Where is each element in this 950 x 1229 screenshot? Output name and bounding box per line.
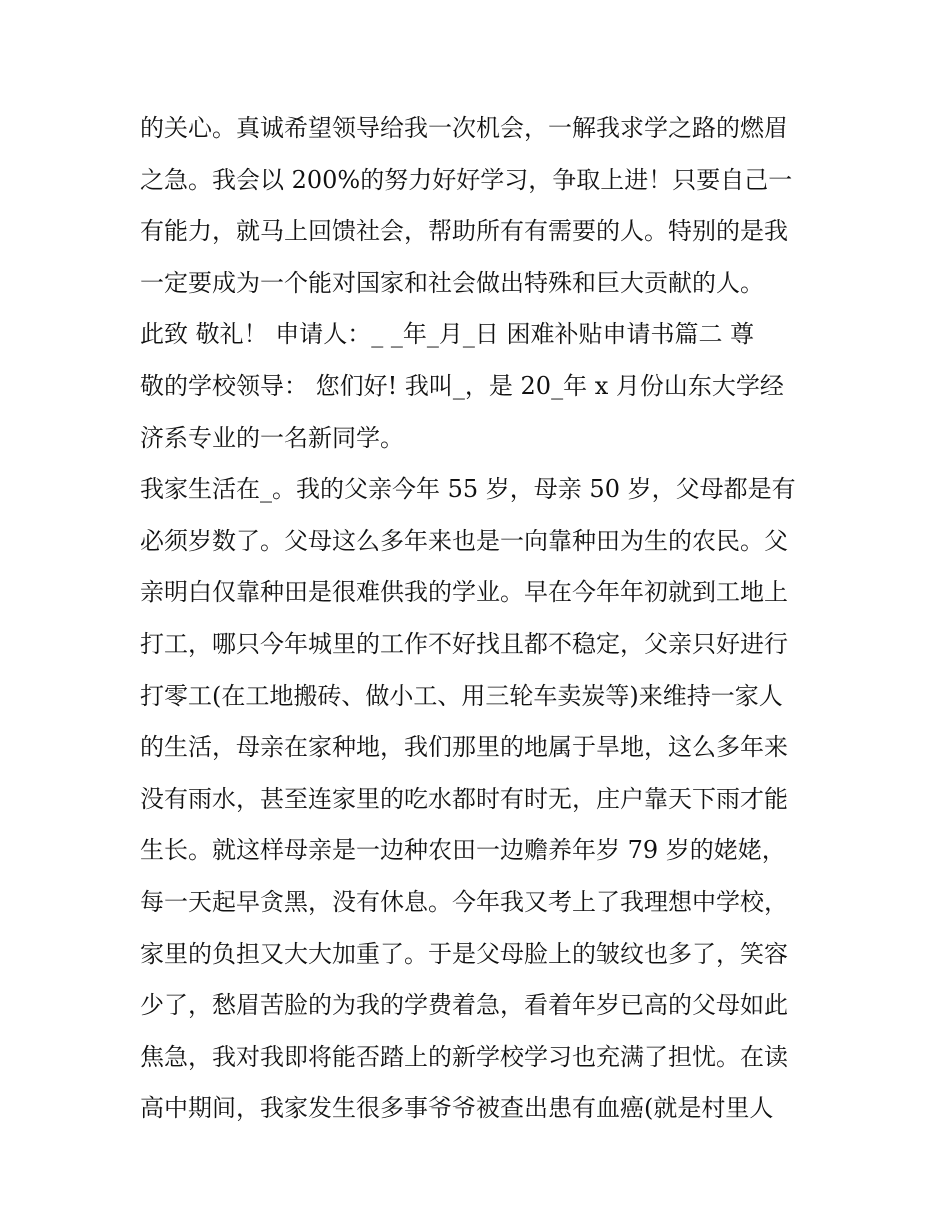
text-line: 之急。我会以 200%的努力好好学习，争取上进！只要自己一 bbox=[140, 165, 793, 194]
text-line: 敬的学校领导： 您们好! 我叫_，是 20_年 x 月份山东大学经 bbox=[140, 371, 784, 400]
text-line: 家里的负担又大大加重了。于是父母脸上的皱纹也多了，笑容 bbox=[140, 939, 788, 968]
text-line: 打工，哪只今年城里的工作不好找且都不稳定，父亲只好进行 bbox=[140, 629, 788, 658]
text-line: 高中期间，我家发生很多事爷爷被查出患有血癌(就是村里人 bbox=[140, 1094, 774, 1123]
body-text bbox=[140, 103, 820, 1135]
text-line: 有能力，就马上回馈社会，帮助所有有需要的人。特别的是我 bbox=[140, 217, 788, 246]
text-line: 必须岁数了。父母这么多年来也是一向靠种田为生的农民。父 bbox=[140, 526, 788, 555]
text-line: 此致 敬礼！ 申请人：_ _年_月_日 困难补贴申请书篇二 尊 bbox=[140, 320, 755, 349]
text-line: 的关心。真诚希望领导给我一次机会，一解我求学之路的燃眉 bbox=[140, 114, 788, 142]
text-line: 生长。就这样母亲是一边种农田一边赡养年岁 79 岁的姥姥， bbox=[140, 836, 786, 865]
text-line: 没有雨水，甚至连家里的吃水都时有时无，庄户靠天下雨才能 bbox=[140, 784, 788, 813]
text-line: 我家生活在_。我的父亲今年 55 岁，母亲 50 岁，父母都是有 bbox=[140, 475, 796, 504]
text-line: 济系专业的一名新同学。 bbox=[140, 423, 404, 452]
text-line: 少了，愁眉苦脸的为我的学费着急，看着年岁已高的父母如此 bbox=[140, 991, 788, 1020]
text-line: 打零工(在工地搬砖、做小工、用三轮车卖炭等)来维持一家人 bbox=[140, 681, 783, 710]
text-line: 焦急，我对我即将能否踏上的新学校学习也充满了担忧。在读 bbox=[140, 1042, 788, 1071]
text-line: 每一天起早贪黑，没有休息。今年我又考上了我理想中学校， bbox=[140, 887, 788, 916]
text-line: 一定要成为一个能对国家和社会做出特殊和巨大贡献的人。 bbox=[140, 268, 764, 297]
text-line: 亲明白仅靠种田是很难供我的学业。早在今年年初就到工地上 bbox=[140, 578, 788, 607]
text-line: 的生活，母亲在家种地，我们那里的地属于旱地，这么多年来 bbox=[140, 733, 788, 762]
